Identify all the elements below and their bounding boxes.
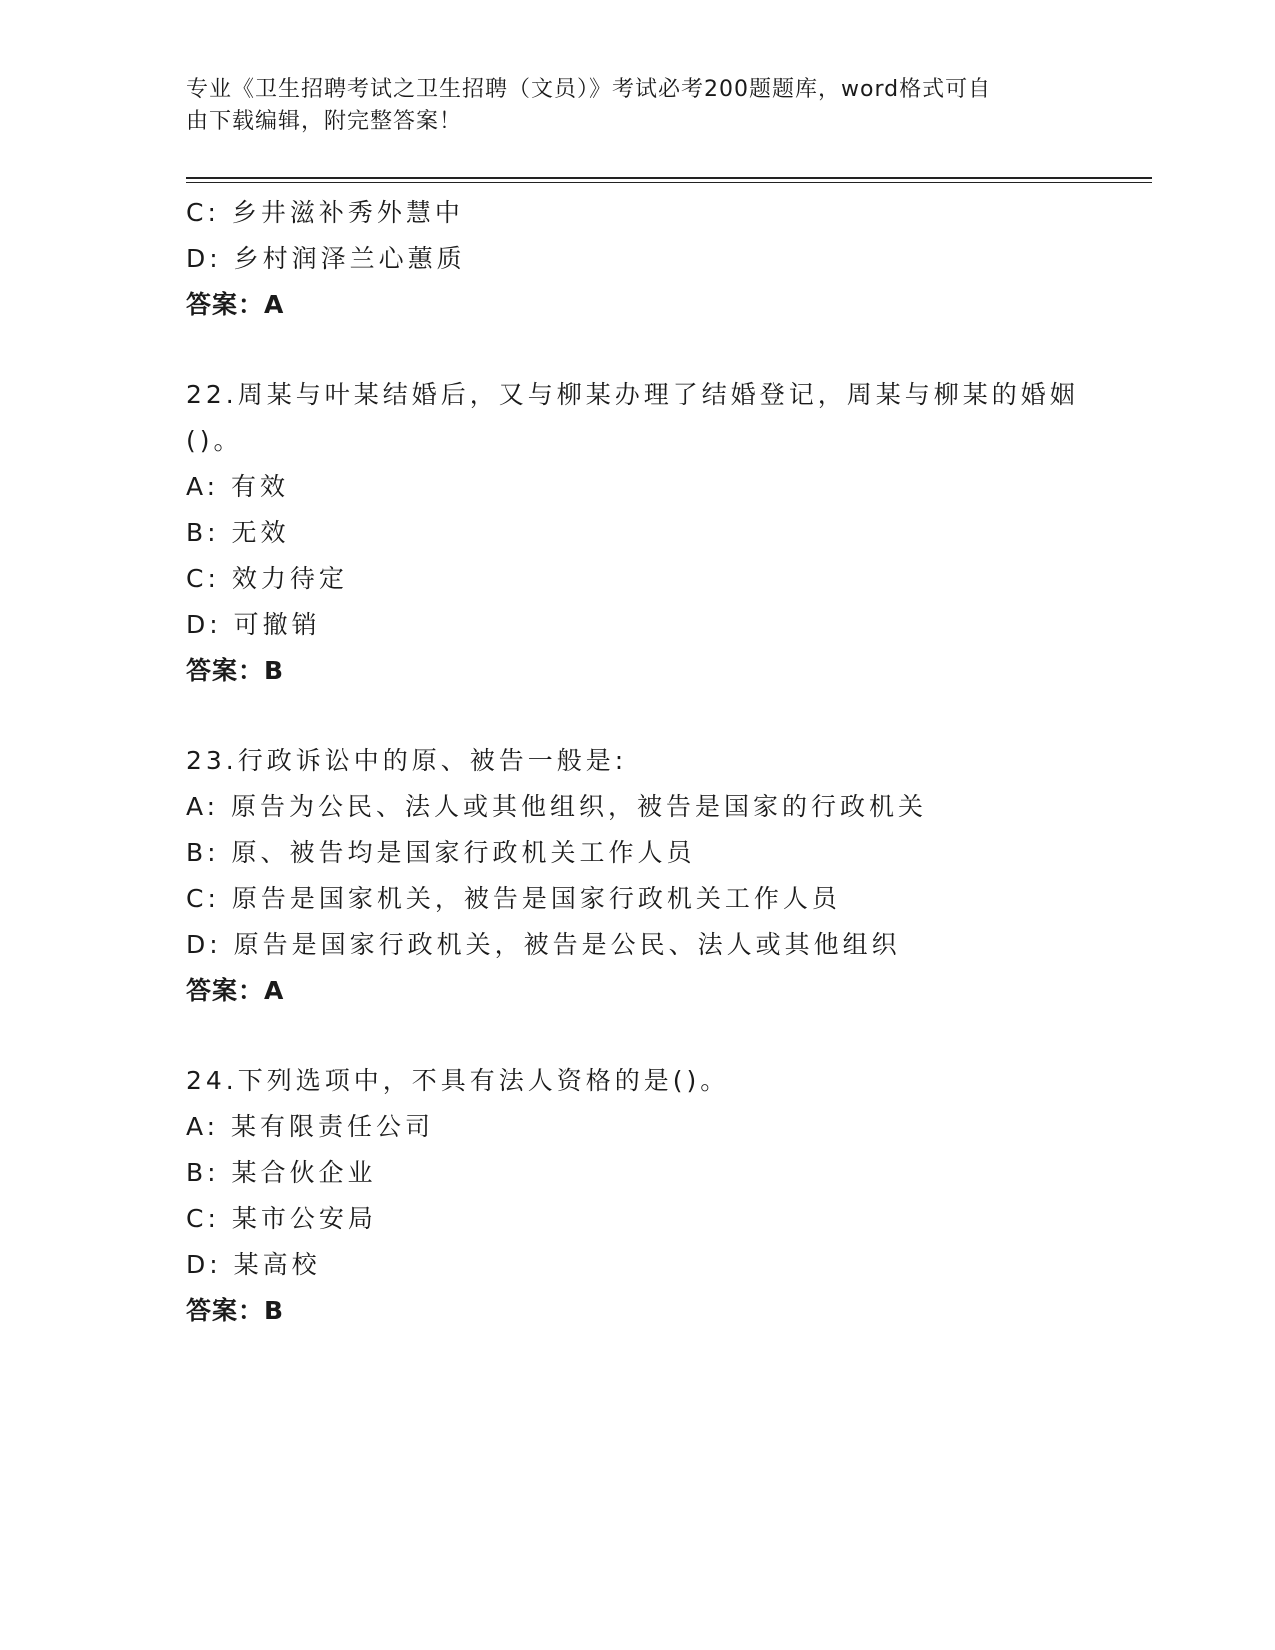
option-b: B: 无效 xyxy=(186,518,290,547)
option-d: D: 乡村润泽兰心蕙质 xyxy=(186,244,466,273)
question-text-cont: ()。 xyxy=(186,426,243,455)
option-d: D: 某高校 xyxy=(186,1250,321,1279)
question-list xyxy=(186,190,1152,1334)
answer: 答案：B xyxy=(186,656,285,685)
option-a: A: 有效 xyxy=(186,472,290,501)
question-22 xyxy=(186,372,1152,694)
question-23 xyxy=(186,738,1152,1014)
question-24 xyxy=(186,1058,1152,1334)
option-a: A: 某有限责任公司 xyxy=(186,1112,435,1141)
option-d: D: 原告是国家行政机关，被告是公民、法人或其他组织 xyxy=(186,930,901,959)
prev-question xyxy=(186,190,1152,328)
header-divider-thin xyxy=(186,182,1152,183)
header-line-1: 专业《卫生招聘考试之卫生招聘（文员）》考试必考200题题库，word格式可自 xyxy=(186,77,992,102)
document-header xyxy=(186,74,1086,138)
option-c: C: 原告是国家机关，被告是国家行政机关工作人员 xyxy=(186,884,841,913)
answer: 答案：B xyxy=(186,1296,285,1325)
option-b: B: 某合伙企业 xyxy=(186,1158,377,1187)
option-a: A: 原告为公民、法人或其他组织，被告是国家的行政机关 xyxy=(186,792,928,821)
option-c: C: 效力待定 xyxy=(186,564,348,593)
option-b: B: 原、被告均是国家行政机关工作人员 xyxy=(186,838,696,867)
option-c: C: 乡井滋补秀外慧中 xyxy=(186,198,464,227)
answer: 答案：A xyxy=(186,290,285,319)
question-text: 22.周某与叶某结婚后，又与柳某办理了结婚登记，周某与柳某的婚姻 xyxy=(186,380,1079,409)
header-divider-thick xyxy=(186,177,1152,179)
question-text: 23.行政诉讼中的原、被告一般是: xyxy=(186,746,628,775)
header-line-2: 由下载编辑，附完整答案！ xyxy=(186,109,463,134)
answer: 答案：A xyxy=(186,976,285,1005)
question-text: 24.下列选项中，不具有法人资格的是()。 xyxy=(186,1066,730,1095)
option-d: D: 可撤销 xyxy=(186,610,321,639)
option-c: C: 某市公安局 xyxy=(186,1204,377,1233)
